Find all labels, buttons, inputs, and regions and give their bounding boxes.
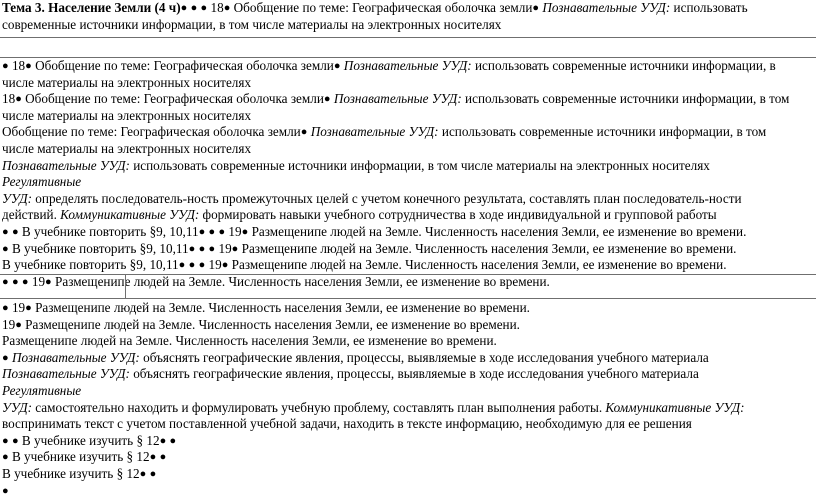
bullet-icon: ● <box>21 275 29 288</box>
s3-line-6: Регулятивные <box>2 382 82 398</box>
bullet-icon: ● <box>149 467 157 480</box>
lesson-topic: Размещенипе людей на Земле. Численность населения Земли, ее изменение во времени. <box>238 240 737 256</box>
bullet-icon: ● <box>11 434 19 447</box>
s3-line-5 <box>2 366 812 383</box>
homework-text: В учебнике изучить § 12 <box>18 432 160 448</box>
homework-text: В учебнике изучить § 12 <box>2 465 140 481</box>
lesson-topic: Размещенипе людей на Земле. Численность населения Земли, ее изменение во времени. <box>228 257 727 273</box>
bullet-icon: ● <box>200 2 208 14</box>
s3-line-11 <box>2 466 812 483</box>
s2-line-1 <box>2 58 812 75</box>
bullet-icon: ● <box>2 60 9 72</box>
bullet-icon: ● <box>15 318 22 331</box>
uud-text-part: использовать <box>670 0 748 15</box>
bullet-icon: ● <box>188 259 196 272</box>
s3-line-9 <box>2 433 812 450</box>
uud-label: Познавательные УУД: <box>333 91 462 107</box>
bullet-icon: ● <box>2 242 9 255</box>
homework-text: В учебнике повторить §9, 10,11 <box>18 223 199 239</box>
uud-text: объяснять географические явления, процессы, выявляемые в ходе исследования учебного материала <box>129 366 699 382</box>
bullet-icon: ● <box>221 259 229 272</box>
bullet-icon: ● <box>25 60 32 72</box>
uud-label: УУД: <box>2 190 32 206</box>
lesson-topic: Размещенипе людей на Земле. Численность населения Земли, ее изменение во времени. <box>248 223 747 239</box>
s2-line-7 <box>2 158 812 175</box>
bullet-icon: ● <box>188 242 196 255</box>
bullet-icon: ● <box>333 60 341 72</box>
s2-line-13 <box>2 257 812 274</box>
table-rule <box>0 298 816 299</box>
komm-text: формировать навыки учебного сотрудничества в ходе индивидуальной и групповой работы <box>199 207 717 223</box>
bullet-icon: ● <box>11 225 19 238</box>
s3-line-3: Размещенипе людей на Земле. Численность населения Земли, ее изменение во времени. <box>2 333 497 349</box>
lesson-topic: Обобщение по теме: Географическая оболочка земли <box>21 91 324 107</box>
bullet-icon: ● <box>300 126 308 139</box>
s3-line-8: воспринимать текст с учетом поставленной учебной задачи, находить в тексте информацию, необходимую для ее решения <box>2 416 692 432</box>
lesson-number: 19 <box>208 257 222 273</box>
header-line-2: современные источники информации, в том числе материалы на электронных носителях <box>2 16 502 32</box>
s2-line-8: Регулятивные <box>2 174 82 190</box>
lesson-number: 18 <box>2 91 16 107</box>
s3-line-4 <box>2 350 812 367</box>
bullet-icon: ● <box>218 225 226 238</box>
s3-line-2 <box>2 317 812 334</box>
bullet-icon: ● <box>178 259 186 272</box>
uud-label: Познавательные УУД: <box>343 58 472 73</box>
homework-text: В учебнике повторить §9, 10,11 <box>8 240 189 256</box>
lesson-topic: Обобщение по теме: Географическая оболочка земли <box>230 0 533 15</box>
s3-line-12 <box>2 483 812 499</box>
bullet-icon: ● <box>198 225 206 238</box>
s2-line-12 <box>2 241 812 258</box>
section-2 <box>2 58 812 290</box>
bullet-icon: ● <box>159 434 167 447</box>
reg-text-part: действий. <box>2 207 61 223</box>
uud-label: Познавательные УУД: <box>2 157 130 173</box>
reg-text-part: определять последователь-ность промежуточных целей с учетом конечного результата, составлять план последователь-ности <box>32 190 742 206</box>
bullet-icon: ● <box>2 302 9 314</box>
lesson-number: 19 <box>218 240 232 256</box>
s2-line-14 <box>2 274 812 291</box>
lesson-number: 19 <box>228 223 242 239</box>
s2-line-6: числе материалы на электронных носителях <box>2 140 252 156</box>
bullet-icon: ● <box>139 467 147 480</box>
lesson-topic: Размещенипе людей на Земле. Численность населения Земли, ее изменение во времени. <box>51 273 550 289</box>
bullet-icon: ● <box>190 2 198 14</box>
bullet-icon: ● <box>2 484 9 497</box>
uud-label: Познавательные УУД: <box>11 349 140 365</box>
s2-line-11 <box>2 224 812 241</box>
lesson-number: 18 <box>11 58 26 73</box>
bullet-icon: ● <box>323 93 331 106</box>
table-rule <box>0 37 816 38</box>
bullet-icon: ● <box>231 242 239 255</box>
section-title: Тема 3. Население Земли (4 ч) <box>2 0 181 15</box>
table-rule <box>0 274 816 275</box>
s2-line-5 <box>2 124 812 141</box>
s3-line-7 <box>2 400 812 417</box>
homework-text: В учебнике изучить § 12 <box>8 449 150 465</box>
bullet-icon: ● <box>2 275 9 288</box>
bullet-icon: ● <box>198 242 206 255</box>
lesson-topic: Размещенипе людей на Земле. Численность населения Земли, ее изменение во времени. <box>31 300 530 315</box>
lesson-number: 18 <box>210 0 224 15</box>
homework-text: В учебнике повторить §9, 10,11 <box>2 257 179 273</box>
uud-label: Познавательные УУД: <box>2 366 130 382</box>
bullet-icon: ● <box>208 242 216 255</box>
s2-line-2: числе материалы на электронных носителях <box>2 74 252 90</box>
uud-text-part: использовать современные источники информации, в том <box>461 91 790 107</box>
komm-label: Коммуникативные УУД: <box>605 399 745 415</box>
bullet-icon: ● <box>11 275 19 288</box>
s3-line-1 <box>2 300 812 317</box>
bullet-icon: ● <box>15 93 22 106</box>
bullet-icon: ● <box>208 225 216 238</box>
s2-line-3 <box>2 91 812 108</box>
bullet-icon: ● <box>159 451 167 464</box>
bullet-icon: ● <box>2 225 9 238</box>
s2-line-4: числе материалы на электронных носителях <box>2 107 252 123</box>
bullet-icon: ● <box>198 259 206 272</box>
bullet-icon: ● <box>180 2 188 14</box>
header-block <box>2 0 812 33</box>
reg-text: самостоятельно находить и формулировать учебную проблему, составлять план выполнения работы. <box>32 399 606 415</box>
header-line-1 <box>2 0 812 17</box>
uud-text: использовать современные источники информации, в том числе материалы на электронных носителях <box>129 157 710 173</box>
bullet-icon: ● <box>2 434 9 447</box>
s2-line-10 <box>2 207 812 224</box>
bullet-icon: ● <box>532 2 540 14</box>
uud-text: объяснять географические явления, процессы, выявляемые в ходе исследования учебного материала <box>139 349 709 365</box>
uud-text-part: использовать современные источники информации, в <box>471 58 776 73</box>
bullet-icon: ● <box>169 434 177 447</box>
lesson-topic: Обобщение по теме: Географическая оболочка земли <box>31 58 334 73</box>
lesson-number: 19 <box>11 300 26 315</box>
bullet-icon: ● <box>45 275 52 288</box>
bullet-icon: ● <box>241 225 249 238</box>
bullet-icon: ● <box>223 2 231 14</box>
lesson-number: 19 <box>2 316 16 332</box>
bullet-icon: ● <box>25 302 32 314</box>
section-3 <box>2 300 812 499</box>
komm-label: Коммуникативные УУД: <box>60 207 200 223</box>
bullet-icon: ● <box>149 451 157 464</box>
uud-label: УУД: <box>2 399 32 415</box>
s3-line-10 <box>2 449 812 466</box>
lesson-topic: Размещенипе людей на Земле. Численность населения Земли, ее изменение во времени. <box>21 316 520 332</box>
bullet-icon: ● <box>2 351 9 364</box>
uud-label: Познавательные УУД: <box>310 124 439 140</box>
lesson-number: 19 <box>31 273 46 289</box>
bullet-icon: ● <box>2 451 9 464</box>
lesson-topic: Обобщение по теме: Географическая оболочка земли <box>2 124 301 140</box>
table-column-divider <box>125 274 126 298</box>
s2-line-9 <box>2 191 812 208</box>
uud-label: Познавательные УУД: <box>542 0 671 15</box>
uud-text-part: использовать современные источники информации, в том <box>438 124 767 140</box>
